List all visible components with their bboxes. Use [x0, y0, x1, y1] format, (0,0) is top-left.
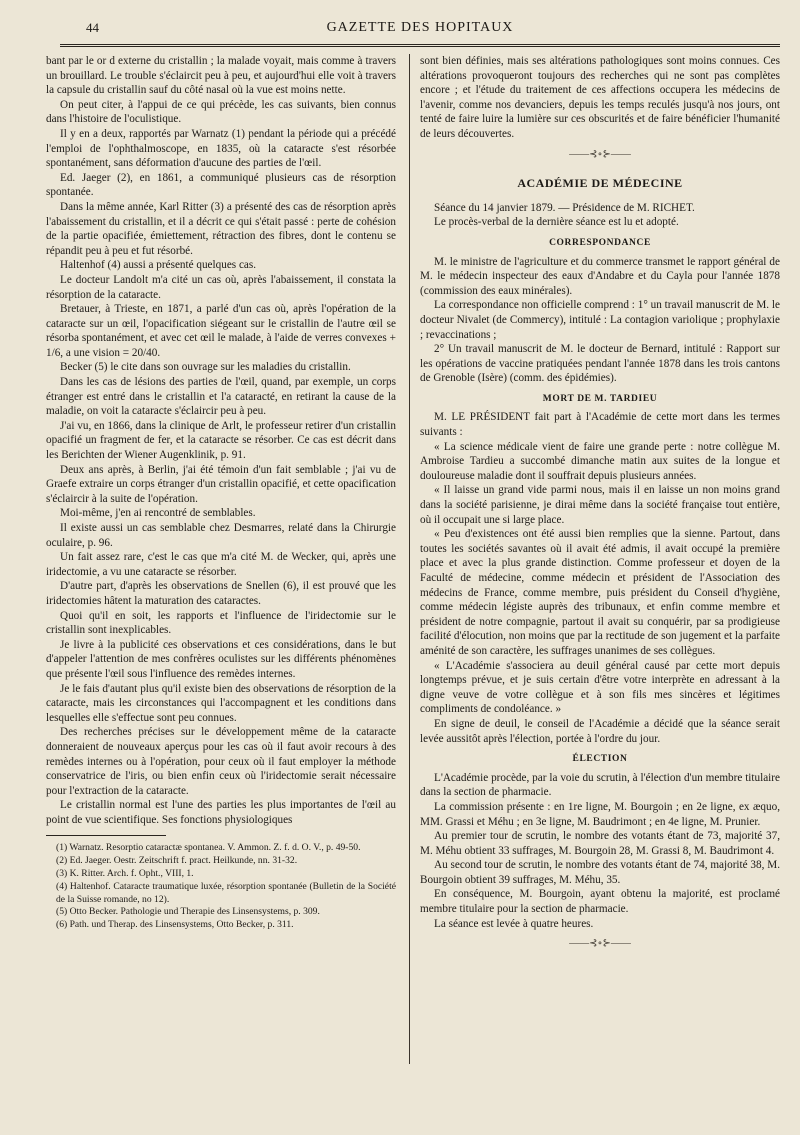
election-paragraph: La séance est levée à quatre heures. — [434, 917, 594, 930]
tardieu-paragraph: « La science médicale vient de faire une grande perte : notre collègue M. Ambroise Tardieu a succombé dimanche matin aux suites de la longue et douloureuse maladie dont il souffrait depuis plusieurs années. — [420, 440, 780, 482]
article-paragraph: Deux ans après, à Berlin, j'ai été témoin d'un fait semblable ; j'ai vu de Graefe extraire un corps étranger d'un cristallin opacifié, et cette opacification s'éclaircir à la suite de l'opération. — [46, 463, 396, 505]
election-paragraph: L'Académie procède, par la voie du scrutin, à l'élection d'un membre titulaire dans la section de pharmacie. — [420, 771, 780, 799]
tardieu-paragraph: « Il laisse un grand vide parmi nous, mais il en laisse un non moins grand dans la société parisienne, je dirai même dans la société française tout entière, où il occupait une si large place. — [420, 484, 780, 526]
footnote: (5) Otto Becker. Pathologie und Therapie des Linsensystems, p. 309. — [56, 906, 320, 918]
article-paragraph: Des recherches précises sur le développement même de la cataracte donneraient de nouveaux aperçus pour les cas où il faut avoir recours à des remèdes internes ou à l'opération, pour ceux où il faut employer la méthode conservatrice de l'iris, ou bien enfin ceux où l'iridectomie serait nécessaire pour l'extraction de la cataracte. — [46, 726, 396, 797]
footnote: (2) Ed. Jaeger. Oestr. Zeitschrift f. pract. Heilkunde, nn. 31-32. — [56, 855, 298, 867]
proces-verbal: Le procès-verbal de la dernière séance est lu et adopté. — [434, 216, 679, 229]
right-column — [420, 54, 780, 958]
article-paragraph: sont bien définies, mais ses altérations pathologiques sont moins connues. Ces altérations provoqueront toujours des recherches qui ne sont pas complètes encore ; et l'étude du traitement de ces affections occupera les médecins de l'avenir, comme nos devanciers, depuis les temps reculés jusqu'à nos jours, ont tenté de faire luire la lumière sur ces obscurités et de faire bénéficier l'humanité de leurs découvertes. — [420, 55, 780, 140]
footnote: (1) Warnatz. Resorptio cataractæ spontanea. V. Ammon. Z. f. d. O. V., p. 49-50. — [56, 842, 361, 854]
election-paragraph: La commission présente : en 1re ligne, M. Bourgoin ; en 2e ligne, ex æquo, MM. Grassi et Méhu ; en 3e ligne, M. Baudrimont ; en 4e ligne, M. Prunier. — [420, 800, 780, 828]
article-paragraph: Je le fais d'autant plus qu'il existe bien des observations de résorption de la cataracte, mais les circonstances qui l'accompagnent et les conditions dans lesquelles elle s'effectue sont peu connues. — [46, 682, 396, 724]
article-paragraph: Le cristallin normal est l'une des parties les plus importantes de l'œil au point de vue scientifique. Ses fonctions physiologiques — [46, 799, 396, 826]
article-paragraph: Haltenhof (4) aussi a présenté quelques cas. — [60, 259, 257, 272]
article-paragraph: Un fait assez rare, c'est le cas que m'a cité M. de Wecker, qui, après une iridectomie, a vu une cataracte se résorber. — [46, 551, 396, 578]
article-paragraph: Bretauer, à Trieste, en 1871, a parlé d'un cas où, après l'opération de la cataracte sur un œil, l'opacification siégeant sur le cristallin de l'autre œil se résorba spontanément, et avec cet œil le malade, à l'aide de verres convexes + 1/6, a une vision = 20/40. — [46, 303, 396, 359]
ornament-divider: ——⊰∘⊱—— — [569, 938, 631, 950]
page-number: 44 — [86, 20, 99, 35]
footnote: (6) Path. und Therap. des Linsensystems, Otto Becker, p. 311. — [56, 919, 294, 931]
journal-title: GAZETTE DES HOPITAUX — [326, 20, 514, 35]
tardieu-paragraph: « L'Académie s'associera au deuil général causé par cette mort depuis longtemps prévue, et je suis certain d'être votre interprète en adressant à la digne veuve de votre collègue et à son fils mes sincères et légitimes compliments de condoléance. » — [420, 659, 780, 716]
article-paragraph: Becker (5) le cite dans son ouvrage sur les maladies du cristallin. — [60, 361, 351, 374]
footnote-rule — [46, 835, 166, 836]
correspondance-paragraph: 2° Un travail manuscrit de M. le docteur de Bernard, intitulé : Rapport sur les opérations de vaccine pratiquées pendant l'année 1878 dans les trois cantons de Grenoble (Isère) (comm. des épidémies). — [420, 343, 780, 385]
article-paragraph: Le docteur Landolt m'a cité un cas où, après l'abaissement, il constata la résorption de la cataracte. — [46, 273, 396, 301]
subhead-election: ÉLECTION — [572, 754, 628, 765]
article-paragraph: Je livre à la publicité ces observations et ces considérations, dans le but d'appeler l'attention de mes confrères oculistes sur les différents phénomènes que présente l'œil sous l'influence des remèdes internes. — [46, 638, 396, 680]
header-rule — [60, 44, 780, 47]
article-paragraph: Moi-même, j'en ai rencontré de semblables. — [60, 507, 256, 520]
article-paragraph: Il y en a deux, rapportés par Warnatz (1) pendant la période qui a précédé l'emploi de l'ophthalmoscope, en 1835, où la cataracte s'est résorbée spontanément, sans déformation d'aucune des parties de l'œil. — [46, 127, 396, 170]
article-paragraph: Il existe aussi un cas semblable chez Desmarres, relaté dans la Chirurgie oculaire, p. 96. — [46, 522, 396, 549]
left-column — [46, 54, 396, 932]
tardieu-paragraph: « Peu d'existences ont été aussi bien remplies que la sienne. Partout, dans toutes les sociétés savantes où il avait été admis, il avait occupé la première place et avec la plus grande distinction. Comme professeur et doyen de la Faculté de médecine, comme médecin et président de l'Association des médecins de France, comme membre, puis président du Conseil d'hygiène, comme médecin légiste auprès des tribunaux, et enfin comme membre et président de notre compagnie, partout il avait su conquérir, par sa prodigieuse facilité d'élocution, non moins que par la rectitude de son jugement et la parfaite aménité de son caractère, les suffrages unanimes de ses collègues. — [420, 528, 780, 657]
footnote: (3) K. Ritter. Arch. f. Opht., VIII, 1. — [56, 868, 194, 880]
footnotes — [46, 842, 396, 932]
election-paragraph: Au second tour de scrutin, le nombre des votants étant de 74, majorité 38, M. Bourgoin obtient 39 suffrages, M. Méhu, 35. — [420, 859, 780, 886]
subhead-tardieu: MORT DE M. TARDIEU — [542, 393, 658, 404]
article-paragraph: Dans les cas de lésions des parties de l'œil, quand, par exemple, un corps étranger est entré dans le cristallin et l'a cataracté, en retirant la cause de la maladie, on voit la cataracte s'éclaircir peu à peu. — [46, 376, 396, 418]
tardieu-paragraph: En signe de deuil, le conseil de l'Académie a décidé que la séance serait levée aussitôt après l'élection, portée à l'ordre du jour. — [420, 717, 780, 745]
tardieu-paragraph: M. LE PRÉSIDENT fait part à l'Académie de cette mort dans les termes suivants : — [420, 411, 780, 439]
footnote: (4) Haltenhof. Cataracte traumatique luxée, résorption spontanée (Bulletin de la Société de la Suisse romande, no 12). — [56, 880, 396, 905]
correspondance-paragraph: La correspondance non officielle comprend : 1° un travail manuscrit de M. le docteur Nivalet (de Commercy), intitulé : La contagion variolique ; prophylaxie ; revaccinations ; — [420, 299, 780, 341]
article-paragraph: bant par le or d externe du cristallin ; la malade voyait, mais comme à travers un brouillard. Le trouble s'éclaircit peu à peu, et aujourd'hui elle voit à travers la capsule du cristallin sauf du côté nasal où la vue est moins nette. — [46, 55, 396, 97]
seance-line: Séance du 14 janvier 1879. — Présidence de M. RICHET. — [434, 201, 695, 214]
column-divider — [409, 54, 410, 1064]
article-paragraph: Dans la même année, Karl Ritter (3) a présenté des cas de résorption après l'abaissement du cristallin, et il a décrit ce qui s'était passé : perte de cohésion de la partie opacifiée, émiettement, rétraction des fibres, dont le contenu se répandit peu à peu et fut résorbé. — [46, 200, 396, 257]
subhead-correspondance: CORRESPONDANCE — [549, 237, 651, 248]
article-paragraph: D'autre part, d'après les observations de Snellen (6), il est prouvé que les iridectomies hâtent la maturation des cataractes. — [46, 580, 396, 607]
page-header — [60, 18, 780, 44]
section-title: ACADÉMIE DE MÉDECINE — [517, 176, 683, 191]
article-paragraph: J'ai vu, en 1866, dans la clinique de Arlt, le professeur retirer d'un cristallin opacifié un fragment de fer, et la cataracte se résorber. Ce cas est décrit dans les Berichten der Wiener Augenklinik, p. 91. — [46, 419, 396, 462]
article-paragraph: Quoi qu'il en soit, les rapports et l'influence de l'iridectomie sur le cristallin sont inexplicables. — [46, 609, 396, 637]
article-paragraph: Ed. Jaeger (2), en 1861, a communiqué plusieurs cas de résorption spontanée. — [46, 171, 396, 199]
election-paragraph: En conséquence, M. Bourgoin, ayant obtenu la majorité, est proclamé membre titulaire pour la section de pharmacie. — [420, 888, 780, 916]
article-paragraph: On peut citer, à l'appui de ce qui précède, les cas suivants, bien connus dans l'histoire de l'oculistique. — [46, 98, 396, 126]
correspondance-paragraph: M. le ministre de l'agriculture et du commerce transmet le rapport général de M. le médecin inspecteur des eaux d'Andabre et du Cayla pour l'année 1878 (commission des eaux minérales). — [420, 255, 780, 297]
election-paragraph: Au premier tour de scrutin, le nombre des votants étant de 73, majorité 37, M. Méhu obtient 33 suffrages, M. Bourgoin 28, M. Grassi 8, M. Baudrimont 4. — [420, 830, 780, 857]
ornament-divider: ——⊰∘⊱—— — [569, 148, 631, 160]
